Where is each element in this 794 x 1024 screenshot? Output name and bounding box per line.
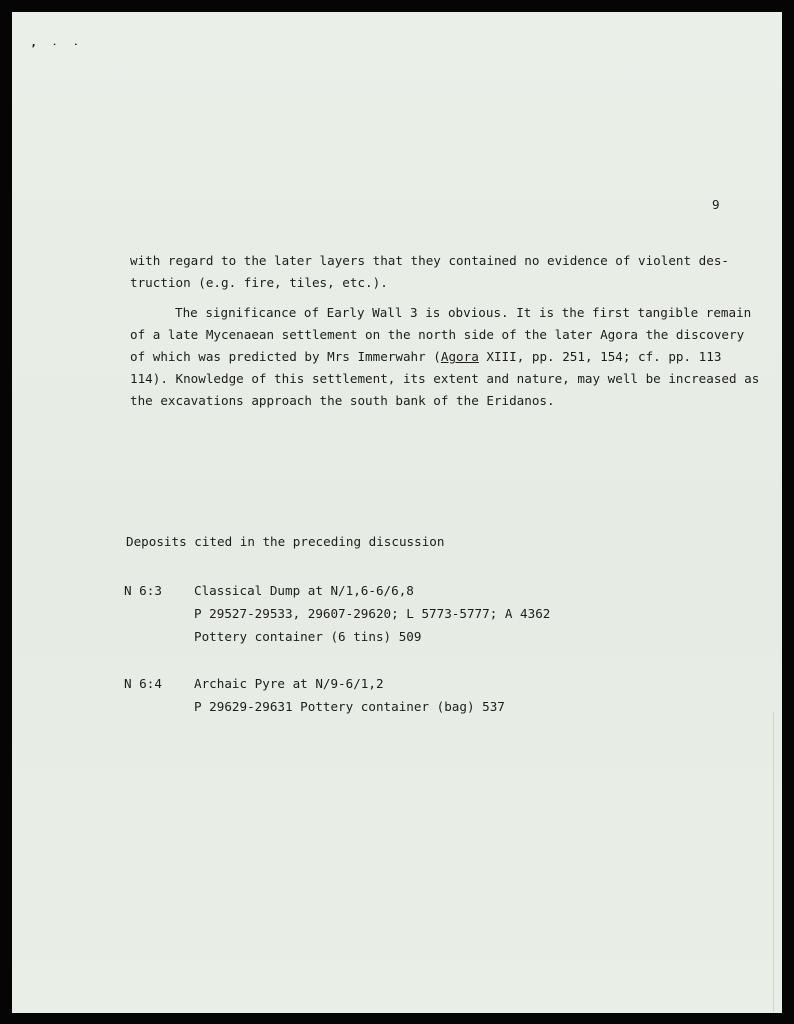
deposit-entry (124, 672, 744, 718)
deposits-heading: Deposits cited in the preceding discussion (126, 534, 445, 549)
body-text (130, 250, 760, 412)
paragraph-1: with regard to the later layers that they contained no evidence of violent des- truction (e.g. fire, tiles, etc.). (130, 253, 729, 290)
document-page (12, 12, 782, 1013)
corner-mark: ’ ˙ ˙ (30, 42, 84, 55)
deposit-inventory-line: P 29527-29533, 29607-29620; L 5773-5777; A 4362 (194, 606, 551, 621)
paragraph-2-end: XIII, pp. 251, 154; cf. pp. 113 114). Knowledge of this settlement, its extent and nature, may well be increased as the excavations approach the south bank of the Eridanos. (130, 349, 760, 408)
deposit-id: N 6:4 (124, 676, 162, 691)
deposit-title: Archaic Pyre at N/9-6/1,2 (194, 676, 384, 691)
deposit-id: N 6:3 (124, 583, 162, 598)
page-edge-line (773, 712, 774, 1012)
paragraph-2 (130, 302, 760, 412)
deposit-container-line: Pottery container (6 tins) 509 (194, 629, 422, 644)
deposit-inventory-line: P 29629-29631 Pottery container (bag) 537 (194, 699, 505, 714)
deposit-entry (124, 579, 744, 648)
agora-reference: Agora (440, 349, 479, 364)
deposit-title: Classical Dump at N/1,6-6/6,8 (194, 583, 414, 598)
page-number: 9 (712, 197, 720, 212)
paragraph-2-start: The significance of Early Wall 3 is obvious. It is the first tangible remain of a late Mycenaean settlement on the north side of the later Agora the discovery of which was predicted by Mrs Immerwahr ( (130, 305, 752, 364)
